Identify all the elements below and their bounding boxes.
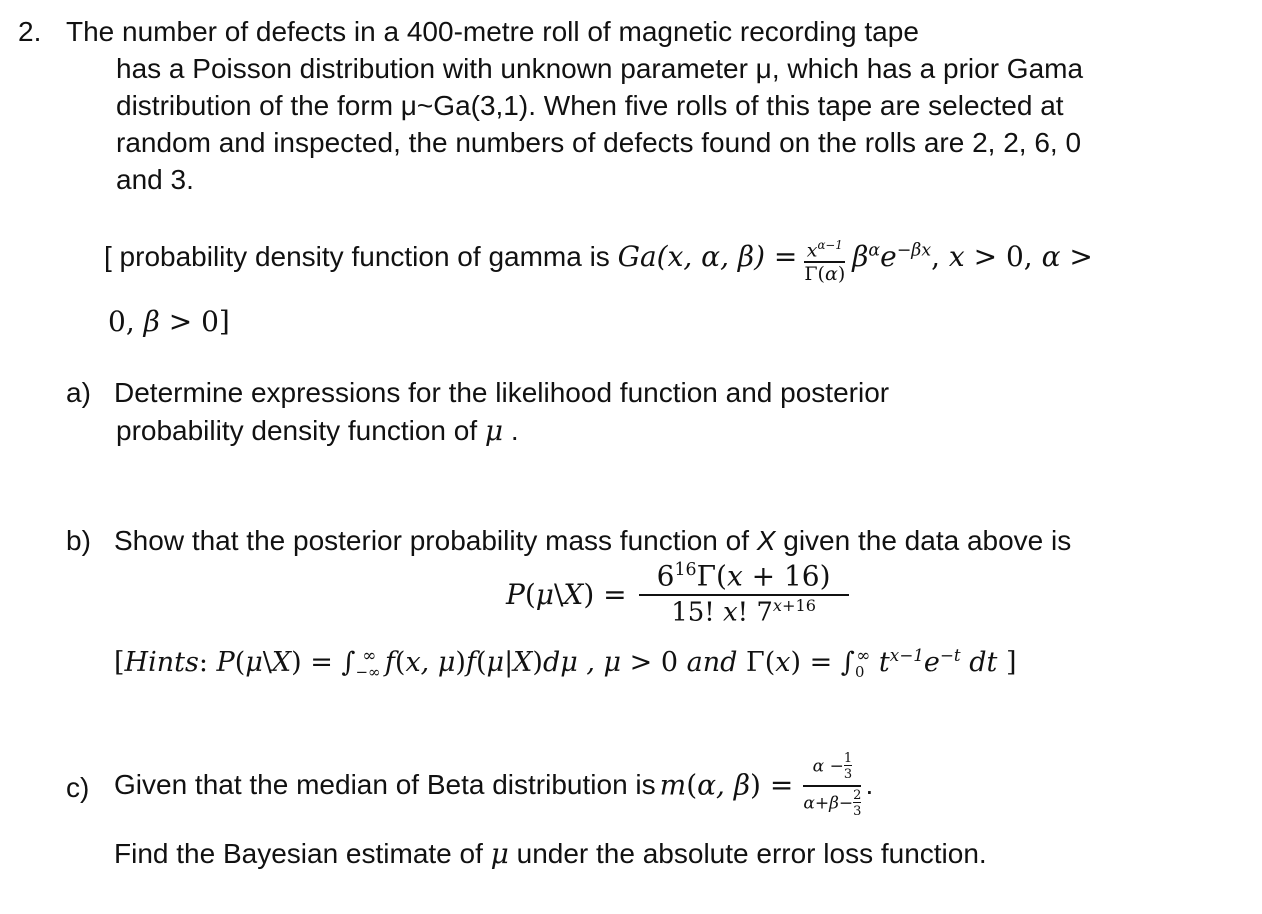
posterior-denominator: 15! x! $7^{x+16}$: [639, 594, 849, 627]
question-line-5: and 3.: [116, 164, 194, 195]
median-denominator: α+β− $\frac{2}{3}$: [803, 785, 861, 819]
median-period: .: [865, 769, 874, 801]
posterior-fraction: [639, 559, 849, 628]
part-b-line-1: Show that the posterior probability mass function of X given the data above is: [114, 525, 1072, 556]
part-a-line-2: probability density function of μ .: [116, 414, 519, 447]
gamma-note-line-2: 0, β > 0]: [108, 305, 230, 338]
part-c-line-1: [114, 752, 873, 832]
part-c-line-2: Find the Bayesian estimate of μ under the absolute error loss function.: [114, 837, 987, 870]
part-b-label: b): [66, 525, 91, 556]
part-b-hint: [Hints: P(μ\X) = $\int_{-\infty}^\infty$ f(x, μ)f(μ|X)dμ , μ > 0 and $\Gamma(x) = \int_0^\infty$ $t^{x-1}e^{-t}$ dt ]: [114, 645, 1017, 681]
gamma-formula-lhs: Ga(x, α, β) =: [617, 240, 798, 273]
question-number: 2.: [18, 16, 42, 47]
gamma-frac-numerator: $x^{\alpha-1}$: [806, 238, 843, 262]
gamma-note-text: [ probability density function of gamma is: [104, 241, 618, 272]
question-line-2: has a Poisson distribution with unknown parameter μ, which has a prior Gama: [116, 53, 1084, 84]
part-a-label: a): [66, 377, 91, 408]
gamma-pdf-note: [104, 240, 1093, 300]
median-numerator: α − $\frac{1}{3}$: [812, 751, 853, 782]
part-a-line-1: Determine expressions for the likelihood function and posterior: [114, 377, 890, 408]
posterior-numerator: $6^{16}\Gamma(x + 16)$: [656, 559, 831, 593]
posterior-pmf-formula: [506, 559, 849, 628]
gamma-formula-rhs: $\beta^\alpha e^{-\beta x}$, x > 0, α >: [852, 240, 1093, 273]
gamma-frac-denominator: Γ(α): [804, 262, 846, 285]
posterior-lhs: P(μ\X) =: [506, 578, 627, 612]
gamma-formula-fraction: [804, 240, 845, 284]
question-line-4: random and inspected, the numbers of defects found on the rolls are 2, 2, 6, 0: [116, 127, 1082, 158]
question-line-3: distribution of the form μ~Ga(3,1). When five rolls of this tape are selected at: [116, 90, 1064, 121]
median-fraction: [803, 752, 861, 818]
part-c-label: c): [66, 772, 90, 803]
part-c-text: Given that the median of Beta distribution is: [114, 769, 656, 801]
question-line-1: The number of defects in a 400-metre roll of magnetic recording tape: [66, 16, 919, 47]
median-lhs: m(α, β) =: [659, 768, 794, 802]
